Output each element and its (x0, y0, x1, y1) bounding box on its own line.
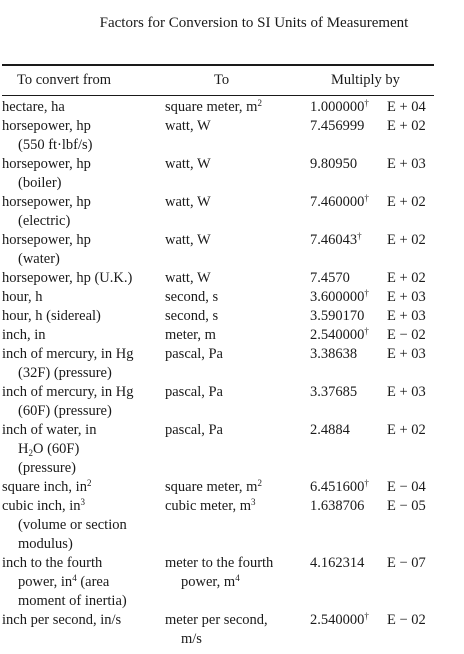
convert-to-cell (165, 231, 310, 250)
convert-from-cell (2, 269, 167, 288)
exponent-value: E − 02 (387, 612, 426, 628)
multiplier-value: 1.000000† (310, 98, 369, 115)
exponent-cell (387, 155, 443, 174)
exponent-value: E − 07 (387, 555, 426, 571)
convert-from-cell (2, 288, 167, 307)
exponent-value: E + 03 (387, 156, 426, 172)
exponent-cell (387, 307, 443, 326)
table-row (2, 478, 442, 497)
table-row (2, 193, 442, 231)
multiplier-cell (310, 288, 390, 307)
exponent-cell (387, 383, 443, 402)
multiplier-cell (310, 611, 390, 630)
multiplier-cell (310, 345, 390, 364)
exponent-cell (387, 269, 443, 288)
multiplier-cell (310, 478, 390, 497)
table-header-rule (2, 95, 434, 96)
exponent-cell (387, 497, 443, 516)
table-row (2, 326, 442, 345)
exponent-cell (387, 421, 443, 440)
convert-to-cell-line: second, s (165, 308, 219, 324)
convert-to-cell-line: watt, W (165, 194, 211, 210)
convert-from-cell-line: square inch, $in^2$ (2, 478, 92, 495)
table-row (2, 497, 442, 554)
convert-from-cell (2, 326, 167, 345)
convert-to-cell (165, 307, 310, 326)
multiplier-cell (310, 497, 390, 516)
convert-from-cell-line: horsepower, hp (U.K.) (2, 270, 133, 286)
multiplier-value: 2.540000† (310, 326, 369, 343)
convert-to-cell (165, 421, 310, 440)
convert-from-cell-line: horsepower, hp (2, 232, 91, 248)
convert-from-cell (2, 117, 167, 155)
convert-from-cell-line: inch of mercury, in Hg (2, 384, 134, 400)
multiplier-cell (310, 98, 390, 117)
convert-from-cell-line: modulus) (18, 536, 73, 552)
exponent-cell (387, 345, 443, 364)
convert-to-cell (165, 155, 310, 174)
exponent-value: E + 02 (387, 194, 426, 210)
convert-from-cell-line: cubic inch, $in^3$ (2, 497, 86, 514)
convert-to-cell (165, 345, 310, 364)
table-row (2, 117, 442, 155)
exponent-cell (387, 478, 443, 497)
multiplier-value: 7.46043† (310, 231, 362, 248)
convert-from-cell-line: hectare, ha (2, 99, 65, 115)
convert-to-cell (165, 497, 310, 516)
multiplier-value: 4.162314 (310, 555, 365, 571)
table-row (2, 269, 442, 288)
convert-to-cell-line: watt, W (165, 156, 211, 172)
convert-from-cell-line: (pressure) (18, 460, 76, 476)
table-row (2, 383, 442, 421)
table-row (2, 554, 442, 611)
convert-to-cell (165, 98, 310, 117)
convert-from-cell-line: $H_2O$ (60F) (18, 441, 80, 458)
convert-from-cell-line: (boiler) (18, 175, 62, 191)
exponent-cell (387, 326, 443, 345)
header-from: To convert from (17, 72, 112, 88)
header-to: To (214, 72, 230, 88)
exponent-value: E + 02 (387, 422, 426, 438)
convert-from-cell-line: inch of water, in (2, 422, 97, 438)
exponent-value: E + 02 (387, 232, 426, 248)
convert-to-cell (165, 288, 310, 307)
convert-to-cell (165, 478, 310, 497)
convert-from-cell-line: moment of inertia) (18, 593, 127, 609)
conversion-table-body (2, 98, 442, 649)
convert-from-cell (2, 155, 167, 193)
multiplier-value: 3.590170 (310, 308, 365, 324)
multiplier-value: 7.456999 (310, 118, 365, 134)
convert-from-cell-line: inch per second, in/s (2, 612, 122, 628)
table-row (2, 231, 442, 269)
convert-to-cell-line: square meter, $m^2$ (165, 478, 262, 495)
table-top-rule (2, 64, 434, 66)
table-row (2, 155, 442, 193)
convert-to-cell (165, 326, 310, 345)
convert-to-cell-line: cubic meter, $m^3$ (165, 497, 256, 514)
convert-from-cell (2, 421, 167, 478)
convert-to-cell-line: meter to the fourth (165, 555, 274, 571)
convert-from-cell-line: hour, h (sidereal) (2, 308, 101, 324)
convert-to-cell (165, 383, 310, 402)
table-row (2, 98, 442, 117)
multiplier-value: 3.38638 (310, 346, 358, 362)
convert-from-cell (2, 611, 167, 630)
convert-from-cell-line: inch to the fourth (2, 555, 103, 571)
table-row (2, 611, 442, 649)
convert-to-cell-line: meter per second, (165, 612, 268, 628)
convert-to-cell-line: m/s (181, 631, 202, 647)
convert-to-cell-line: watt, W (165, 232, 211, 248)
multiplier-value: 9.80950 (310, 156, 358, 172)
convert-to-cell-line: watt, W (165, 118, 211, 134)
exponent-value: E − 04 (387, 479, 426, 495)
exponent-value: E + 02 (387, 270, 426, 286)
multiplier-cell (310, 193, 390, 212)
multiplier-cell (310, 155, 390, 174)
exponent-cell (387, 554, 443, 573)
convert-from-cell (2, 231, 167, 269)
convert-from-cell-line: inch, in (2, 327, 46, 343)
convert-to-cell (165, 117, 310, 136)
convert-to-cell-line: pascal, Pa (165, 384, 223, 400)
convert-from-cell (2, 478, 167, 497)
convert-from-cell-line: (550 ft·lbf/s) (18, 137, 93, 153)
convert-from-cell (2, 497, 167, 554)
convert-to-cell (165, 269, 310, 288)
convert-from-cell-line: (electric) (18, 213, 71, 229)
exponent-value: E − 05 (387, 498, 426, 514)
convert-from-cell-line: (32F) (pressure) (18, 365, 112, 381)
table-row (2, 345, 442, 383)
convert-from-cell-line: horsepower, hp (2, 156, 91, 172)
convert-from-cell-line: (water) (18, 251, 60, 267)
convert-from-cell-line: horsepower, hp (2, 194, 91, 210)
convert-from-cell-line: hour, h (2, 289, 43, 305)
exponent-value: E + 03 (387, 384, 426, 400)
exponent-value: E + 02 (387, 118, 426, 134)
convert-from-cell (2, 554, 167, 611)
convert-to-cell-line: power, $m^4$ (181, 573, 240, 590)
convert-to-cell-line: square meter, $m^2$ (165, 98, 262, 115)
exponent-value: E + 03 (387, 289, 426, 305)
convert-from-cell (2, 193, 167, 231)
convert-from-cell-line: (volume or section (18, 517, 127, 533)
exponent-cell (387, 611, 443, 630)
convert-to-cell (165, 611, 310, 649)
multiplier-value: 6.451600† (310, 478, 369, 495)
multiplier-cell (310, 326, 390, 345)
multiplier-cell (310, 383, 390, 402)
convert-to-cell-line: pascal, Pa (165, 422, 223, 438)
exponent-cell (387, 98, 443, 117)
header-multiply: Multiply by (331, 72, 400, 88)
convert-to-cell-line: second, s (165, 289, 219, 305)
convert-to-cell-line: pascal, Pa (165, 346, 223, 362)
multiplier-cell (310, 421, 390, 440)
convert-from-cell-line: power, $in^4$ (area (18, 573, 110, 590)
convert-to-cell-line: watt, W (165, 270, 211, 286)
multiplier-value: 3.37685 (310, 384, 358, 400)
convert-from-cell-line: inch of mercury, in Hg (2, 346, 134, 362)
convert-from-cell (2, 383, 167, 421)
convert-from-cell (2, 345, 167, 383)
convert-from-cell-line: (60F) (pressure) (18, 403, 112, 419)
multiplier-cell (310, 307, 390, 326)
multiplier-cell (310, 117, 390, 136)
exponent-cell (387, 117, 443, 136)
multiplier-value: 3.600000† (310, 288, 369, 305)
page-title: Factors for Conversion to SI Units of Measurement (99, 15, 409, 31)
multiplier-value: 2.540000† (310, 611, 369, 628)
multiplier-value: 7.460000† (310, 193, 369, 210)
convert-from-cell (2, 98, 167, 117)
convert-from-cell-line: horsepower, hp (2, 118, 91, 134)
multiplier-cell (310, 269, 390, 288)
convert-to-cell (165, 554, 310, 592)
exponent-value: E + 03 (387, 308, 426, 324)
table-row (2, 288, 442, 307)
exponent-cell (387, 193, 443, 212)
table-row (2, 421, 442, 478)
multiplier-cell (310, 231, 390, 250)
table-row (2, 307, 442, 326)
multiplier-value: 1.638706 (310, 498, 365, 514)
exponent-cell (387, 231, 443, 250)
exponent-value: E + 04 (387, 99, 426, 115)
convert-to-cell-line: meter, m (165, 327, 216, 343)
multiplier-cell (310, 554, 390, 573)
multiplier-value: 7.4570 (310, 270, 350, 286)
convert-to-cell (165, 193, 310, 212)
exponent-cell (387, 288, 443, 307)
convert-from-cell (2, 307, 167, 326)
exponent-value: E + 03 (387, 346, 426, 362)
multiplier-value: 2.4884 (310, 422, 350, 438)
exponent-value: E − 02 (387, 327, 426, 343)
